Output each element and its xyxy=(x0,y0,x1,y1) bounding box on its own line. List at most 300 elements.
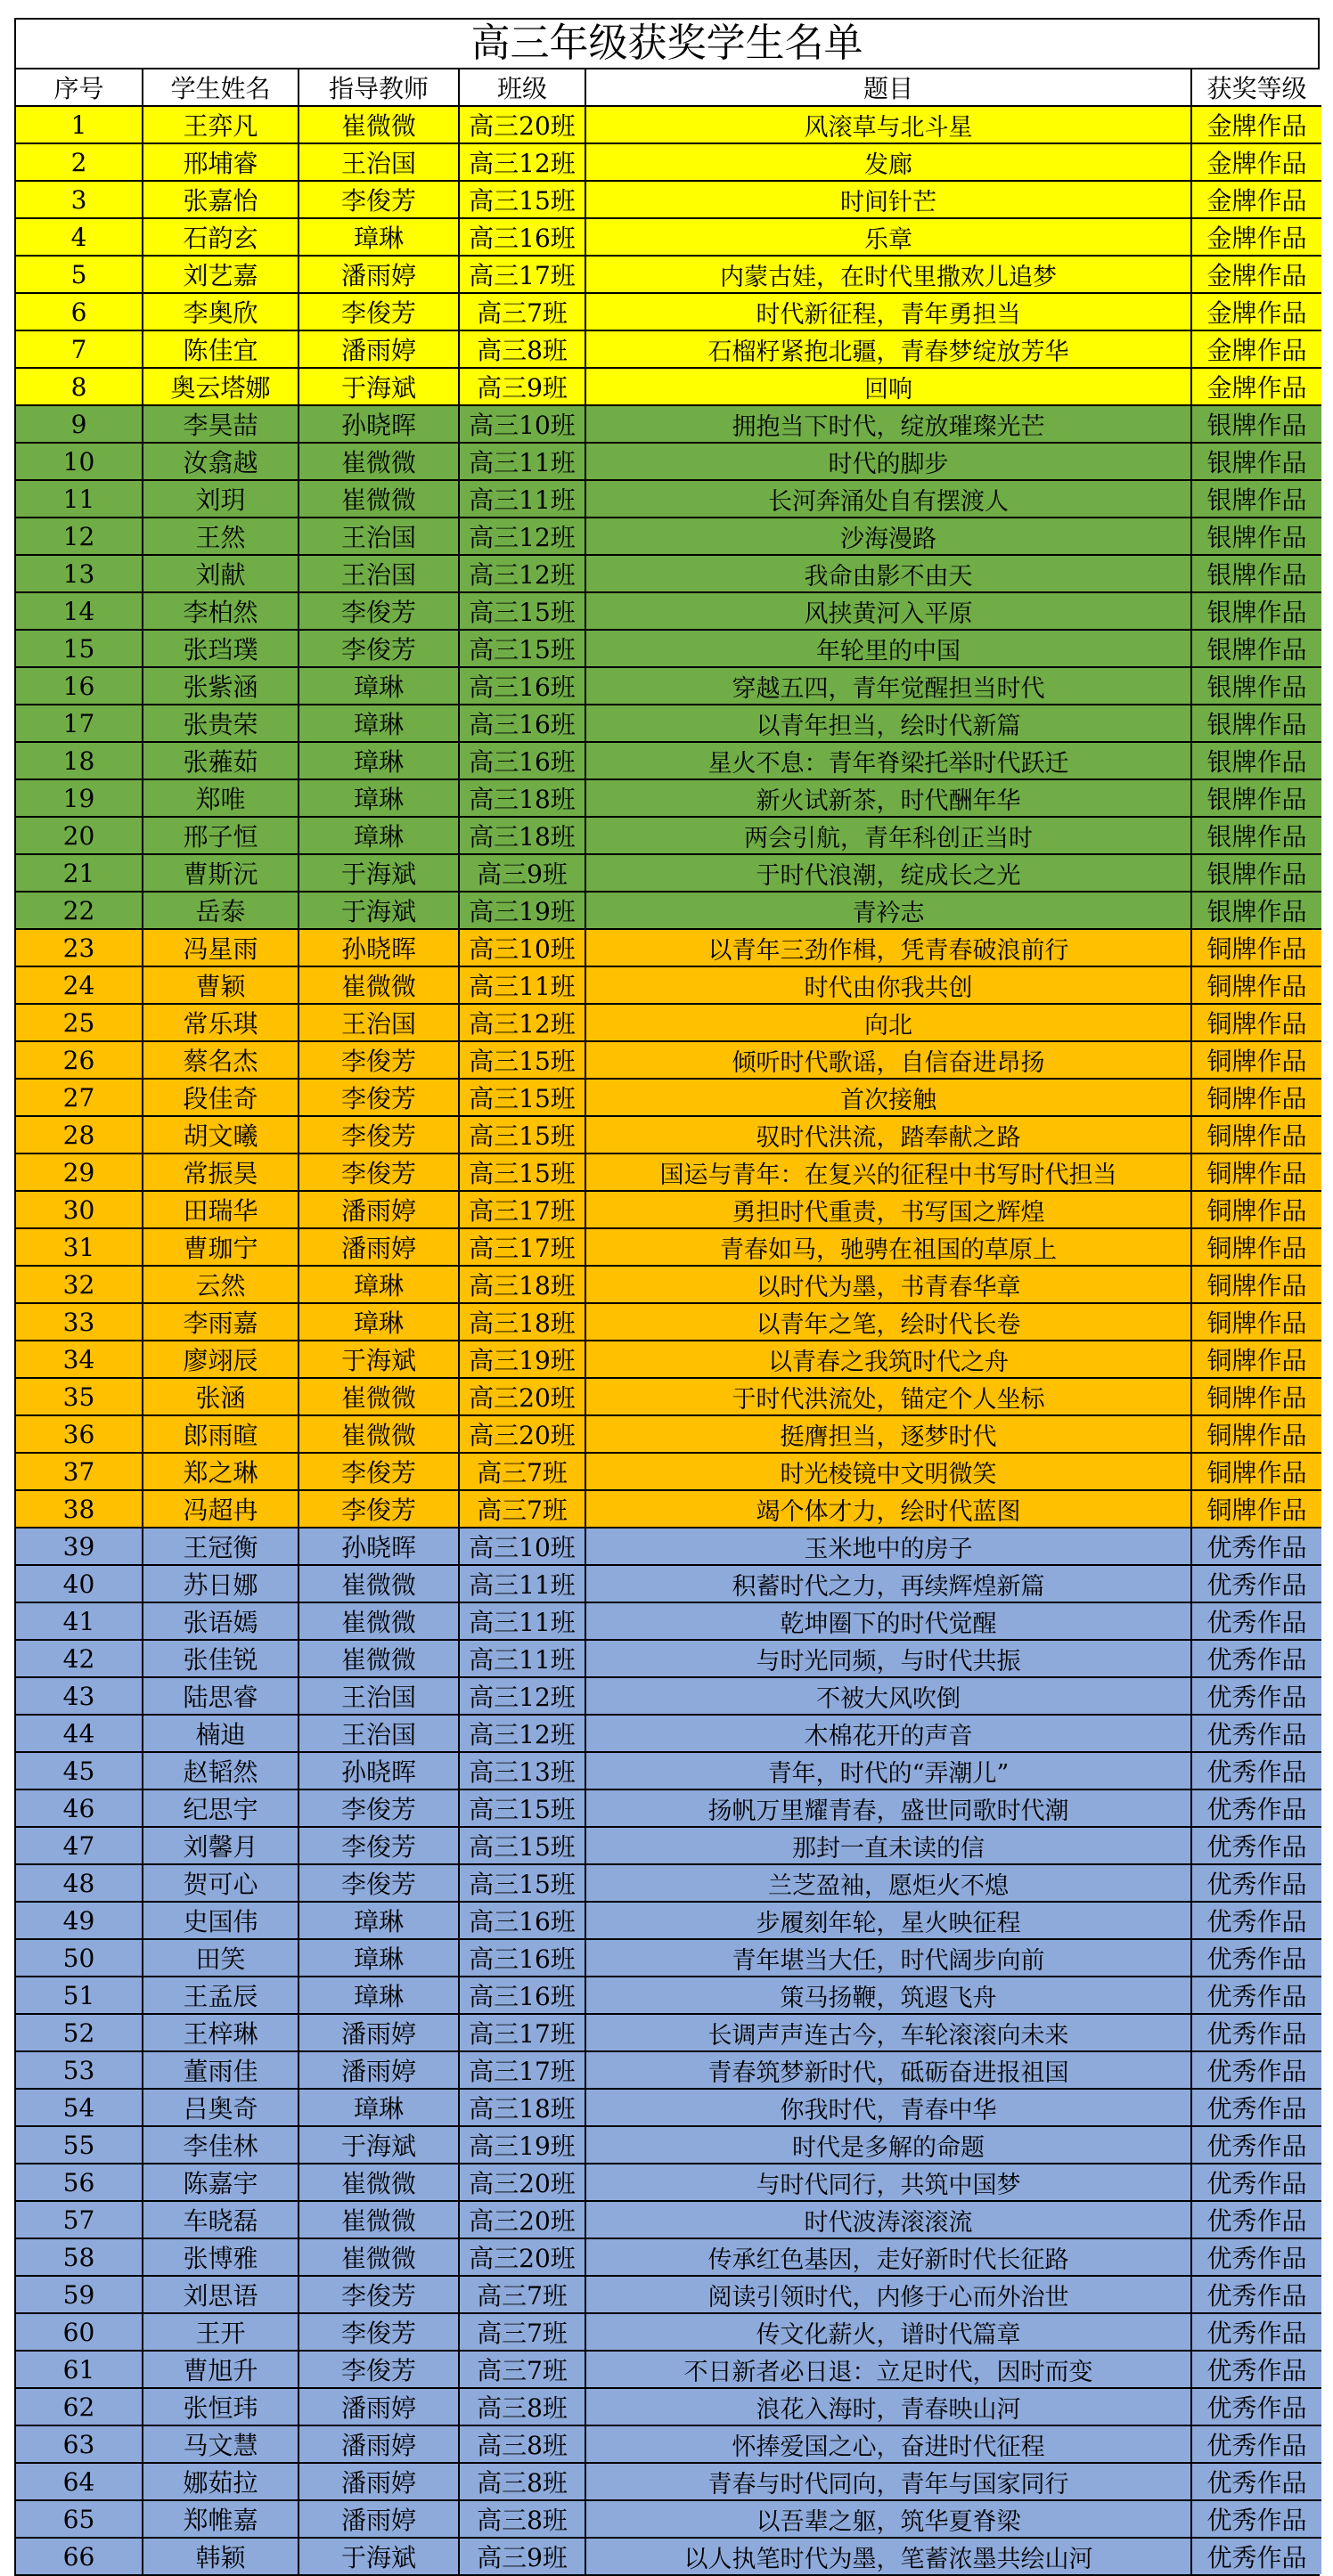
cell-index: 24 xyxy=(16,966,143,1004)
table-row xyxy=(16,2051,1321,2089)
table-row xyxy=(16,2238,1321,2276)
cell-title: 积蓄时代之力，再续辉煌新篇 xyxy=(585,1565,1191,1602)
cell-class: 高三15班 xyxy=(459,1864,585,1902)
cell-index: 54 xyxy=(16,2089,143,2126)
table-row xyxy=(16,1378,1321,1415)
table-row xyxy=(16,929,1321,966)
cell-title: 时光棱镜中文明微笑 xyxy=(585,1453,1191,1490)
cell-award-level: 金牌作品 xyxy=(1191,106,1321,143)
cell-student-name: 张蕥茹 xyxy=(143,742,298,779)
cell-title: 时代的脚步 xyxy=(585,443,1191,480)
cell-class: 高三12班 xyxy=(459,1715,585,1752)
cell-student-name: 邢埔睿 xyxy=(143,143,298,181)
cell-class: 高三15班 xyxy=(459,1789,585,1827)
cell-award-level: 优秀作品 xyxy=(1191,2500,1321,2538)
cell-student-name: 郑之琳 xyxy=(143,1453,298,1490)
cell-index: 58 xyxy=(16,2238,143,2276)
cell-index: 18 xyxy=(16,742,143,779)
cell-award-level: 铜牌作品 xyxy=(1191,1341,1321,1378)
cell-class: 高三7班 xyxy=(459,1490,585,1528)
cell-title: 拥抱当下时代，绽放璀璨光芒 xyxy=(585,405,1191,443)
cell-title: 青春如马，驰骋在祖国的草原上 xyxy=(585,1228,1191,1266)
header-teacher: 指导教师 xyxy=(298,69,459,106)
table-row xyxy=(16,218,1321,256)
cell-index: 15 xyxy=(16,630,143,667)
cell-student-name: 赵韬然 xyxy=(143,1752,298,1789)
table-row xyxy=(16,1303,1321,1341)
cell-award-level: 铜牌作品 xyxy=(1191,966,1321,1004)
cell-title: 青年，时代的“弄潮儿” xyxy=(585,1752,1191,1789)
cell-class: 高三15班 xyxy=(459,1153,585,1191)
cell-class: 高三7班 xyxy=(459,2313,585,2351)
cell-class: 高三12班 xyxy=(459,143,585,181)
cell-teacher: 潘雨婷 xyxy=(298,2500,459,2538)
cell-class: 高三13班 xyxy=(459,1752,585,1789)
cell-title: 兰芝盈袖，愿炬火不熄 xyxy=(585,1864,1191,1902)
cell-index: 47 xyxy=(16,1827,143,1864)
cell-award-level: 优秀作品 xyxy=(1191,1715,1321,1752)
cell-title: 那封一直未读的信 xyxy=(585,1827,1191,1864)
cell-class: 高三12班 xyxy=(459,555,585,592)
cell-class: 高三15班 xyxy=(459,181,585,218)
cell-title: 传文化薪火，谱时代篇章 xyxy=(585,2313,1191,2351)
cell-award-level: 优秀作品 xyxy=(1191,1677,1321,1715)
table-row xyxy=(16,1228,1321,1266)
cell-title: 时代波涛滚滚流 xyxy=(585,2201,1191,2238)
cell-index: 28 xyxy=(16,1116,143,1153)
cell-student-name: 岳泰 xyxy=(143,892,298,929)
cell-index: 6 xyxy=(16,293,143,330)
cell-teacher: 崔微微 xyxy=(298,1602,459,1640)
cell-award-level: 优秀作品 xyxy=(1191,1977,1321,2014)
cell-teacher: 李俊芳 xyxy=(298,1041,459,1079)
cell-index: 23 xyxy=(16,929,143,966)
cell-student-name: 张博雅 xyxy=(143,2238,298,2276)
cell-award-level: 铜牌作品 xyxy=(1191,1415,1321,1453)
cell-index: 8 xyxy=(16,368,143,405)
cell-award-level: 优秀作品 xyxy=(1191,1827,1321,1864)
cell-class: 高三17班 xyxy=(459,1228,585,1266)
cell-index: 19 xyxy=(16,779,143,817)
cell-class: 高三16班 xyxy=(459,1902,585,1939)
table-row xyxy=(16,2014,1321,2051)
cell-award-level: 铜牌作品 xyxy=(1191,1303,1321,1341)
table-row xyxy=(16,1977,1321,2014)
cell-index: 50 xyxy=(16,1939,143,1977)
cell-index: 40 xyxy=(16,1565,143,1602)
cell-index: 43 xyxy=(16,1677,143,1715)
cell-student-name: 廖翊辰 xyxy=(143,1341,298,1378)
cell-teacher: 潘雨婷 xyxy=(298,330,459,368)
cell-index: 14 xyxy=(16,592,143,630)
cell-class: 高三17班 xyxy=(459,2051,585,2089)
cell-student-name: 刘馨月 xyxy=(143,1827,298,1864)
table-row xyxy=(16,1341,1321,1378)
cell-student-name: 李柏然 xyxy=(143,592,298,630)
cell-title: 阅读引领时代，内修于心而外治世 xyxy=(585,2276,1191,2313)
table-row xyxy=(16,1565,1321,1602)
table-row xyxy=(16,592,1321,630)
cell-teacher: 李俊芳 xyxy=(298,1490,459,1528)
cell-student-name: 王孟辰 xyxy=(143,1977,298,2014)
table-row xyxy=(16,1715,1321,1752)
cell-class: 高三11班 xyxy=(459,480,585,518)
cell-teacher: 李俊芳 xyxy=(298,630,459,667)
cell-index: 46 xyxy=(16,1789,143,1827)
cell-award-level: 优秀作品 xyxy=(1191,1640,1321,1677)
cell-teacher: 李俊芳 xyxy=(298,1153,459,1191)
cell-student-name: 贺可心 xyxy=(143,1864,298,1902)
cell-index: 25 xyxy=(16,1004,143,1041)
cell-index: 41 xyxy=(16,1602,143,1640)
cell-student-name: 刘思语 xyxy=(143,2276,298,2313)
table-row xyxy=(16,2425,1321,2463)
cell-title: 倾听时代歌谣，自信奋进昂扬 xyxy=(585,1041,1191,1079)
cell-student-name: 陈嘉宇 xyxy=(143,2164,298,2201)
cell-class: 高三12班 xyxy=(459,1677,585,1715)
cell-title: 向北 xyxy=(585,1004,1191,1041)
cell-student-name: 田瑞华 xyxy=(143,1191,298,1228)
cell-student-name: 曹珈宁 xyxy=(143,1228,298,1266)
cell-teacher: 李俊芳 xyxy=(298,1116,459,1153)
cell-title: 不被大风吹倒 xyxy=(585,1677,1191,1715)
cell-index: 49 xyxy=(16,1902,143,1939)
cell-award-level: 银牌作品 xyxy=(1191,892,1321,929)
cell-index: 61 xyxy=(16,2351,143,2388)
cell-student-name: 张嘉怡 xyxy=(143,181,298,218)
cell-award-level: 金牌作品 xyxy=(1191,368,1321,405)
cell-class: 高三18班 xyxy=(459,779,585,817)
cell-index: 35 xyxy=(16,1378,143,1415)
cell-award-level: 优秀作品 xyxy=(1191,2201,1321,2238)
cell-teacher: 李俊芳 xyxy=(298,1453,459,1490)
table-row xyxy=(16,1415,1321,1453)
cell-class: 高三7班 xyxy=(459,2351,585,2388)
cell-title: 竭个体才力，绘时代蓝图 xyxy=(585,1490,1191,1528)
cell-class: 高三16班 xyxy=(459,742,585,779)
cell-teacher: 璋琳 xyxy=(298,667,459,705)
cell-index: 22 xyxy=(16,892,143,929)
cell-class: 高三8班 xyxy=(459,330,585,368)
cell-index: 31 xyxy=(16,1228,143,1266)
cell-title: 勇担时代重责，书写国之辉煌 xyxy=(585,1191,1191,1228)
cell-student-name: 董雨佳 xyxy=(143,2051,298,2089)
cell-teacher: 王治国 xyxy=(298,555,459,592)
cell-title: 乐章 xyxy=(585,218,1191,256)
cell-teacher: 崔微微 xyxy=(298,2238,459,2276)
cell-index: 32 xyxy=(16,1266,143,1303)
cell-student-name: 张珰璞 xyxy=(143,630,298,667)
cell-student-name: 李佳林 xyxy=(143,2126,298,2164)
cell-award-level: 银牌作品 xyxy=(1191,555,1321,592)
cell-student-name: 张紫涵 xyxy=(143,667,298,705)
cell-index: 10 xyxy=(16,443,143,480)
cell-award-level: 铜牌作品 xyxy=(1191,1079,1321,1116)
cell-title: 不日新者必日退：立足时代，因时而变 xyxy=(585,2351,1191,2388)
cell-teacher: 于海斌 xyxy=(298,892,459,929)
cell-index: 48 xyxy=(16,1864,143,1902)
cell-award-level: 优秀作品 xyxy=(1191,1528,1321,1565)
cell-award-level: 银牌作品 xyxy=(1191,630,1321,667)
table-row xyxy=(16,1640,1321,1677)
cell-student-name: 张贵荣 xyxy=(143,705,298,742)
table-row xyxy=(16,1752,1321,1789)
cell-award-level: 银牌作品 xyxy=(1191,592,1321,630)
cell-award-level: 优秀作品 xyxy=(1191,2089,1321,2126)
cell-award-level: 金牌作品 xyxy=(1191,218,1321,256)
cell-title: 时代由你我共创 xyxy=(585,966,1191,1004)
cell-title: 星火不息：青年脊梁托举时代跃迁 xyxy=(585,742,1191,779)
cell-index: 1 xyxy=(16,106,143,143)
cell-title: 石榴籽紧抱北疆，青春梦绽放芳华 xyxy=(585,330,1191,368)
cell-index: 11 xyxy=(16,480,143,518)
cell-teacher: 璋琳 xyxy=(298,2089,459,2126)
cell-title: 玉米地中的房子 xyxy=(585,1528,1191,1565)
cell-teacher: 崔微微 xyxy=(298,106,459,143)
table-row xyxy=(16,2201,1321,2238)
cell-class: 高三16班 xyxy=(459,1977,585,2014)
cell-student-name: 郑唯 xyxy=(143,779,298,817)
cell-award-level: 银牌作品 xyxy=(1191,518,1321,555)
cell-index: 29 xyxy=(16,1153,143,1191)
table-row xyxy=(16,106,1321,143)
table-row xyxy=(16,293,1321,330)
table-row xyxy=(16,2388,1321,2425)
cell-student-name: 马文慧 xyxy=(143,2425,298,2463)
cell-student-name: 刘艺嘉 xyxy=(143,256,298,293)
cell-title: 内蒙古娃，在时代里撒欢儿追梦 xyxy=(585,256,1191,293)
cell-teacher: 璋琳 xyxy=(298,1266,459,1303)
cell-index: 20 xyxy=(16,817,143,854)
cell-title: 长调声声连古今，车轮滚滚向未来 xyxy=(585,2014,1191,2051)
cell-student-name: 王然 xyxy=(143,518,298,555)
cell-student-name: 韩颖 xyxy=(143,2538,298,2574)
cell-class: 高三18班 xyxy=(459,1266,585,1303)
cell-title: 回响 xyxy=(585,368,1191,405)
cell-index: 44 xyxy=(16,1715,143,1752)
cell-title: 步履刻年轮，星火映征程 xyxy=(585,1902,1191,1939)
cell-class: 高三16班 xyxy=(459,667,585,705)
cell-title: 青衿志 xyxy=(585,892,1191,929)
cell-title: 传承红色基因，走好新时代长征路 xyxy=(585,2238,1191,2276)
table-row xyxy=(16,1677,1321,1715)
cell-title: 木棉花开的声音 xyxy=(585,1715,1191,1752)
table-row xyxy=(16,1789,1321,1827)
cell-class: 高三15班 xyxy=(459,1116,585,1153)
cell-teacher: 潘雨婷 xyxy=(298,1191,459,1228)
cell-index: 62 xyxy=(16,2388,143,2425)
cell-teacher: 于海斌 xyxy=(298,368,459,405)
cell-class: 高三10班 xyxy=(459,405,585,443)
cell-award-level: 优秀作品 xyxy=(1191,2388,1321,2425)
table-row xyxy=(16,2500,1321,2538)
cell-student-name: 郑帷嘉 xyxy=(143,2500,298,2538)
table-row xyxy=(16,480,1321,518)
cell-class: 高三16班 xyxy=(459,1939,585,1977)
cell-award-level: 金牌作品 xyxy=(1191,143,1321,181)
cell-title: 于时代浪潮，绽成长之光 xyxy=(585,854,1191,892)
cell-student-name: 史国伟 xyxy=(143,1902,298,1939)
cell-student-name: 李雨嘉 xyxy=(143,1303,298,1341)
cell-index: 63 xyxy=(16,2425,143,2463)
cell-class: 高三11班 xyxy=(459,966,585,1004)
cell-class: 高三20班 xyxy=(459,1415,585,1453)
cell-student-name: 纪思宇 xyxy=(143,1789,298,1827)
cell-award-level: 优秀作品 xyxy=(1191,1939,1321,1977)
cell-class: 高三18班 xyxy=(459,2089,585,2126)
cell-title: 怀捧爱国之心，奋进时代征程 xyxy=(585,2425,1191,2463)
cell-class: 高三17班 xyxy=(459,2014,585,2051)
cell-index: 57 xyxy=(16,2201,143,2238)
cell-title: 风滚草与北斗星 xyxy=(585,106,1191,143)
cell-student-name: 王梓琳 xyxy=(143,2014,298,2051)
cell-student-name: 车晓磊 xyxy=(143,2201,298,2238)
table-row xyxy=(16,742,1321,779)
cell-title: 你我时代，青春中华 xyxy=(585,2089,1191,2126)
cell-teacher: 李俊芳 xyxy=(298,2313,459,2351)
cell-index: 34 xyxy=(16,1341,143,1378)
cell-award-level: 银牌作品 xyxy=(1191,405,1321,443)
cell-index: 7 xyxy=(16,330,143,368)
table-row xyxy=(16,368,1321,405)
cell-class: 高三11班 xyxy=(459,443,585,480)
cell-teacher: 孙晓晖 xyxy=(298,405,459,443)
cell-award-level: 金牌作品 xyxy=(1191,181,1321,218)
cell-teacher: 李俊芳 xyxy=(298,1864,459,1902)
cell-teacher: 于海斌 xyxy=(298,2126,459,2164)
cell-teacher: 潘雨婷 xyxy=(298,1228,459,1266)
cell-class: 高三8班 xyxy=(459,2425,585,2463)
cell-award-level: 优秀作品 xyxy=(1191,1752,1321,1789)
cell-teacher: 王治国 xyxy=(298,143,459,181)
cell-teacher: 孙晓晖 xyxy=(298,929,459,966)
cell-student-name: 王开 xyxy=(143,2313,298,2351)
cell-teacher: 崔微微 xyxy=(298,1415,459,1453)
cell-teacher: 璋琳 xyxy=(298,1303,459,1341)
cell-teacher: 李俊芳 xyxy=(298,1079,459,1116)
table-row xyxy=(16,1939,1321,1977)
cell-class: 高三18班 xyxy=(459,1303,585,1341)
cell-class: 高三12班 xyxy=(459,518,585,555)
cell-class: 高三11班 xyxy=(459,1640,585,1677)
cell-class: 高三11班 xyxy=(459,1565,585,1602)
cell-student-name: 冯星雨 xyxy=(143,929,298,966)
table-row xyxy=(16,2463,1321,2500)
table-row xyxy=(16,630,1321,667)
cell-class: 高三10班 xyxy=(459,1528,585,1565)
cell-title: 两会引航，青年科创正当时 xyxy=(585,817,1191,854)
cell-student-name: 胡文曦 xyxy=(143,1116,298,1153)
cell-index: 56 xyxy=(16,2164,143,2201)
cell-teacher: 璋琳 xyxy=(298,1902,459,1939)
cell-student-name: 刘玥 xyxy=(143,480,298,518)
cell-title: 以青年担当，绘时代新篇 xyxy=(585,705,1191,742)
cell-title: 以吾辈之躯，筑华夏脊梁 xyxy=(585,2500,1191,2538)
cell-class: 高三20班 xyxy=(459,106,585,143)
header-award-level: 获奖等级 xyxy=(1191,69,1321,106)
table-row xyxy=(16,555,1321,592)
cell-award-level: 优秀作品 xyxy=(1191,1789,1321,1827)
table-row xyxy=(16,1191,1321,1228)
cell-class: 高三7班 xyxy=(459,293,585,330)
cell-student-name: 曹斯沅 xyxy=(143,854,298,892)
cell-class: 高三20班 xyxy=(459,1378,585,1415)
cell-index: 36 xyxy=(16,1415,143,1453)
cell-teacher: 于海斌 xyxy=(298,1341,459,1378)
cell-index: 38 xyxy=(16,1490,143,1528)
cell-teacher: 璋琳 xyxy=(298,1977,459,2014)
cell-student-name: 常振昊 xyxy=(143,1153,298,1191)
cell-teacher: 璋琳 xyxy=(298,779,459,817)
cell-award-level: 优秀作品 xyxy=(1191,2351,1321,2388)
cell-title: 策马扬鞭，筑遐飞舟 xyxy=(585,1977,1191,2014)
cell-class: 高三17班 xyxy=(459,1191,585,1228)
cell-award-level: 银牌作品 xyxy=(1191,480,1321,518)
table-row xyxy=(16,1490,1321,1528)
cell-teacher: 孙晓晖 xyxy=(298,1752,459,1789)
table-row xyxy=(16,518,1321,555)
cell-class: 高三19班 xyxy=(459,1341,585,1378)
cell-title: 青春与时代同向，青年与国家同行 xyxy=(585,2463,1191,2500)
table-row xyxy=(16,1041,1321,1079)
cell-student-name: 陆思睿 xyxy=(143,1677,298,1715)
cell-index: 37 xyxy=(16,1453,143,1490)
cell-teacher: 崔微微 xyxy=(298,480,459,518)
cell-student-name: 张语嫣 xyxy=(143,1602,298,1640)
table-row xyxy=(16,2126,1321,2164)
cell-title: 穿越五四，青年觉醒担当时代 xyxy=(585,667,1191,705)
cell-award-level: 优秀作品 xyxy=(1191,2425,1321,2463)
cell-student-name: 田笑 xyxy=(143,1939,298,1977)
cell-title: 青春筑梦新时代，砥砺奋进报祖国 xyxy=(585,2051,1191,2089)
table-row xyxy=(16,1116,1321,1153)
cell-award-level: 铜牌作品 xyxy=(1191,1453,1321,1490)
table-row xyxy=(16,1827,1321,1864)
cell-index: 52 xyxy=(16,2014,143,2051)
table-row xyxy=(16,854,1321,892)
cell-award-level: 金牌作品 xyxy=(1191,330,1321,368)
cell-award-level: 优秀作品 xyxy=(1191,2538,1321,2574)
cell-student-name: 段佳奇 xyxy=(143,1079,298,1116)
table-row xyxy=(16,779,1321,817)
cell-award-level: 铜牌作品 xyxy=(1191,1004,1321,1041)
table-row xyxy=(16,1902,1321,1939)
header-title: 题目 xyxy=(585,69,1191,106)
cell-title: 发廊 xyxy=(585,143,1191,181)
header-index: 序号 xyxy=(16,69,143,106)
cell-teacher: 崔微微 xyxy=(298,1565,459,1602)
cell-teacher: 潘雨婷 xyxy=(298,2388,459,2425)
cell-class: 高三8班 xyxy=(459,2463,585,2500)
cell-index: 59 xyxy=(16,2276,143,2313)
cell-teacher: 潘雨婷 xyxy=(298,2014,459,2051)
cell-student-name: 王弈凡 xyxy=(143,106,298,143)
cell-class: 高三17班 xyxy=(459,256,585,293)
cell-teacher: 潘雨婷 xyxy=(298,2463,459,2500)
cell-title: 时间针芒 xyxy=(585,181,1191,218)
cell-class: 高三20班 xyxy=(459,2238,585,2276)
cell-teacher: 璋琳 xyxy=(298,817,459,854)
cell-award-level: 优秀作品 xyxy=(1191,2051,1321,2089)
table-row xyxy=(16,181,1321,218)
cell-title: 浪花入海时，青春映山河 xyxy=(585,2388,1191,2425)
cell-title: 以青年三劲作楫，凭青春破浪前行 xyxy=(585,929,1191,966)
cell-student-name: 冯超冉 xyxy=(143,1490,298,1528)
cell-class: 高三16班 xyxy=(459,705,585,742)
cell-teacher: 崔微微 xyxy=(298,1378,459,1415)
cell-teacher: 璋琳 xyxy=(298,705,459,742)
cell-index: 66 xyxy=(16,2538,143,2574)
